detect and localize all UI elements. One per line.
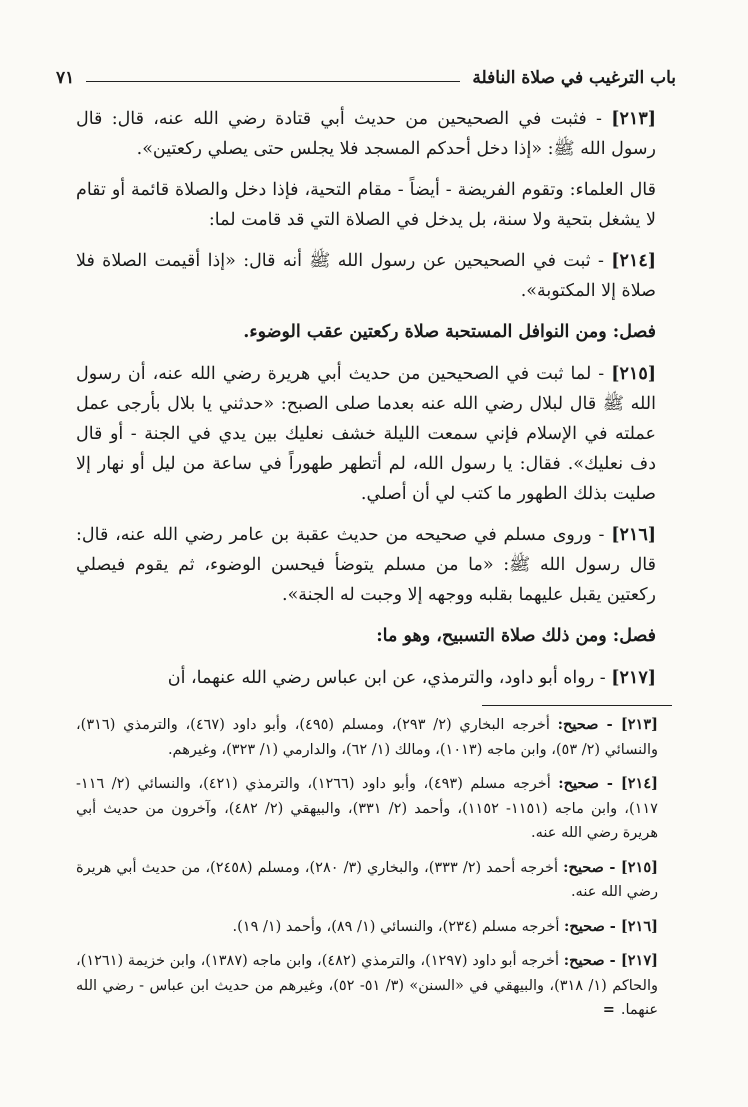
paragraph-214 xyxy=(76,246,672,306)
footnote-label: [٢١٧] - صحيح: xyxy=(563,952,658,969)
paragraph-scholars xyxy=(76,175,672,235)
paragraph-text: - فثبت في الصحيحين من حديث أبي قتادة رضي الله عنه، قال: قال رسول الله ﷺ: «إذا دخل أحدكم المسجد فلا يجلس حتى يصلي ركعتين». xyxy=(76,109,656,159)
footnote-214 xyxy=(76,772,672,846)
footnote-text: أخرجه البخاري (٢/ ٢٩٣)، ومسلم (٤٩٥)، وأبو داود (٤٦٧)، والترمذي (٣١٦)، والنسائي (٢/ ٥٣)، وابن ماجه (١٠١٣)، ومالك (١/ ٦٢)، والدارمي (١/ ٣٢٣)، وغيرهم. xyxy=(76,717,658,758)
paragraph-text: - رواه أبو داود، والترمذي، عن ابن عباس رضي الله عنهما، أن xyxy=(167,668,612,688)
page-number: ٧١ xyxy=(56,68,75,88)
paragraph-216 xyxy=(76,520,672,610)
footnote-label: [٢١٤] - صحيح: xyxy=(558,775,658,792)
hadith-number: [٢١٣] xyxy=(611,109,656,129)
hadith-number: [٢١٧] xyxy=(611,668,656,688)
hadith-number: [٢١٤] xyxy=(611,251,656,271)
paragraph-text: - ثبت في الصحيحين عن رسول الله ﷺ أنه قال: «إذا أقيمت الصلاة فلا صلاة إلا المكتوبة». xyxy=(76,251,656,301)
footnotes xyxy=(76,713,672,1033)
paragraph-215 xyxy=(76,359,672,509)
footnote-text: أخرجه مسلم (٢٣٤)، والنسائي (١/ ٨٩)، وأحمد (١/ ١٩). xyxy=(232,918,564,935)
main-text xyxy=(76,104,672,704)
footnote-text: أخرجه أحمد (٢/ ٣٣٣)، والبخاري (٣/ ٢٨٠)، ومسلم (٢٤٥٨)، من حديث أبي هريرة رضي الله عنه. xyxy=(76,859,658,900)
footnote-text: أخرجه مسلم (٤٩٣)، وأبو داود (١٢٦٦)، والترمذي (٤٢١)، والنسائي (٢/ ١١٦- ١١٧)، وابن ماجه (١١٥١- ١١٥٢)، وأحمد (٢/ ٣٣١)، والبيهقي (٢/ ٤٨٢)، وآخرون من حديث أبي هريرة رضي الله عنه. xyxy=(76,776,658,841)
paragraph-text: - لما ثبت في الصحيحين من حديث أبي هريرة رضي الله عنه، أن رسول الله ﷺ قال لبلال رضي الله عنه بعدما صلى الصبح: «حدثني يا بلال بأرجى عمل عملته في الإسلام فإني سمعت الليلة خشف نعليك بين يدي في الجنة - أو قال دف نعليك». فقال: يا رسول الله، لم أتطهر طهوراً في ساعة من ليل أو نهار إلا صليت بذلك الطهور ما كتب لي أن أصلي. xyxy=(76,364,656,504)
footnote-label: [٢١٥] - صحيح: xyxy=(563,858,659,876)
continuation-mark: = xyxy=(602,1001,615,1018)
paragraph-text: قال العلماء: وتقوم الفريضة - أيضاً - مقام التحية، فإذا دخل والصلاة قائمة أو تقام لا يشغل بتحية ولا سنة، بل يدخل في الصلاة التي قد قامت لما: xyxy=(76,180,656,230)
paragraph-217 xyxy=(76,663,672,693)
hadith-number: [٢١٥] xyxy=(611,364,656,384)
page-header xyxy=(56,58,676,88)
section-heading-wudu: فصل: ومن النوافل المستحبة صلاة ركعتين عقب الوضوء. xyxy=(243,322,656,342)
paragraph-text: - وروى مسلم في صحيحه من حديث عقبة بن عامر رضي الله عنه، قال: قال رسول الله ﷺ: «ما من مسلم يتوضأ فيحسن الوضوء، ثم يقوم فيصلي ركعتين يقبل عليهما بقلبه ووجهه إلا وجبت له الجنة». xyxy=(76,525,656,605)
section-heading-tasbih: فصل: ومن ذلك صلاة التسبيح، وهو ما: xyxy=(376,626,656,646)
running-title: باب الترغيب في صلاة النافلة xyxy=(472,68,676,88)
footnote-217 xyxy=(76,949,672,1023)
footnote-213 xyxy=(76,713,672,762)
footnote-216 xyxy=(76,915,672,940)
footnote-label: [٢١٦] - صحيح: xyxy=(564,917,658,935)
footnote-separator xyxy=(482,705,672,706)
footnote-215 xyxy=(76,856,672,905)
paragraph-213 xyxy=(76,104,672,164)
header-rule xyxy=(86,81,460,82)
footnote-label: [٢١٣] - صحيح: xyxy=(557,716,658,733)
hadith-number: [٢١٦] xyxy=(611,525,656,545)
footnote-text: أخرجه أبو داود (١٢٩٧)، والترمذي (٤٨٢)، وابن ماجه (١٣٨٧)، وابن خزيمة (١٢٦١)، والحاكم (١/ ٣١٨)، والبيهقي في «السنن» (٣/ ٥١- ٥٢)، وغيرهم من حديث ابن عباس - رضي الله عنهما. xyxy=(76,953,658,1018)
